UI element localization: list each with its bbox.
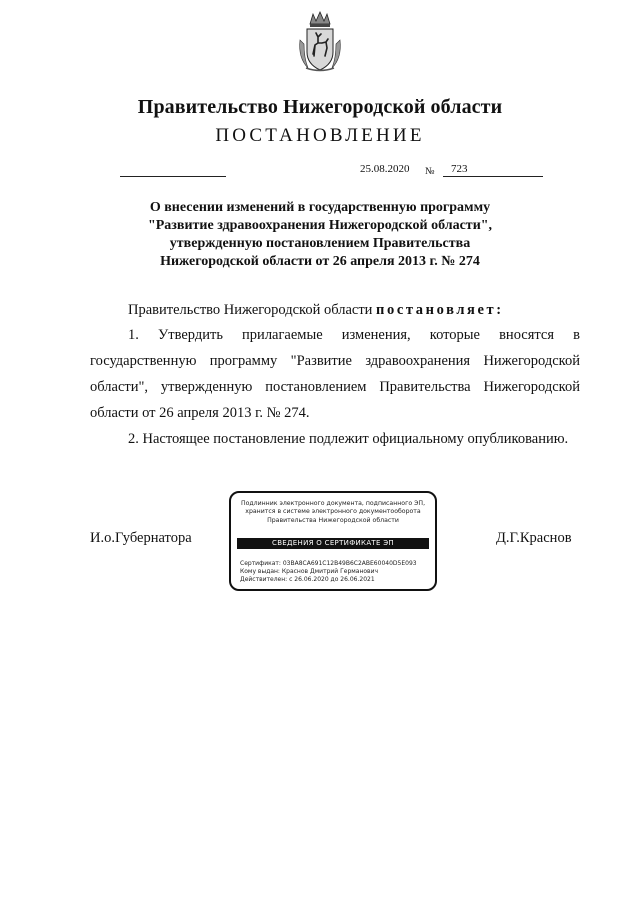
date-left-line [120, 176, 226, 177]
certificate-row [240, 568, 417, 576]
certificate-row-label: Сертификат: [240, 560, 281, 567]
coat-of-arms-icon [296, 10, 344, 74]
certificate-row-label: Действителен: [240, 576, 288, 583]
government-title: Правительство Нижегородской области [137, 96, 503, 118]
stamp-note-line: Подлинник электронного документа, подписанного ЭП, [240, 500, 426, 507]
document-type: ПОСТАНОВЛЕНИЕ [215, 125, 425, 146]
signatory-name: Д.Г.Краснов [496, 530, 572, 546]
certificate-row-label: Кому выдан: [240, 568, 280, 575]
number-sign: № [425, 166, 435, 177]
certificate-row-value: с 26.06.2020 до 26.06.2021 [289, 576, 375, 583]
subject-line: Нижегородской области от 26 апреля 2013 г. № 274 [160, 254, 480, 269]
stamp-note [237, 500, 429, 525]
intro-prefix: Правительство Нижегородской области [128, 302, 373, 318]
subject-line: "Развитие здравоохранения Нижегородской области", [147, 218, 493, 233]
certificate-details [240, 560, 417, 584]
document-number: 723 [451, 163, 468, 175]
intro-decree-word: постановляет: [376, 302, 504, 318]
e-signature-stamp [229, 491, 437, 591]
certificate-row [240, 576, 417, 584]
certificate-row-value: Краснов Дмитрий Германович [281, 568, 379, 575]
certificate-row [240, 560, 417, 568]
intro-paragraph [128, 297, 504, 323]
stamp-note-line: Правительства Нижегородской области [267, 516, 399, 524]
subject-line: утвержденную постановлением Правительства [169, 236, 471, 251]
signatory-position: И.о.Губернатора [90, 530, 192, 546]
certificate-row-value: 03BA8CA691C12B49B6C2ABE60040D5E093 [282, 560, 417, 567]
stamp-note-line: хранится в системе электронного документооборота [245, 508, 421, 516]
document-subject [100, 199, 540, 271]
number-line [443, 176, 543, 177]
paragraph-2: 2. Настоящее постановление подлежит официальному опубликованию. [128, 431, 569, 447]
document-date: 25.08.2020 [360, 163, 410, 175]
paragraph-1: 1. Утвердить прилагаемые изменения, которые вносятся в государственную программу "Развитие здравоохранения Нижегородской области", утвержденную постановлением Правительства Нижегородской области от 26 апреля 2013 г. № 274. [90, 327, 580, 421]
subject-line: О внесении изменений в государственную программу [149, 200, 491, 215]
certificate-header-bar: СВЕДЕНИЯ О СЕРТИФИКАТЕ ЭП [237, 538, 429, 549]
